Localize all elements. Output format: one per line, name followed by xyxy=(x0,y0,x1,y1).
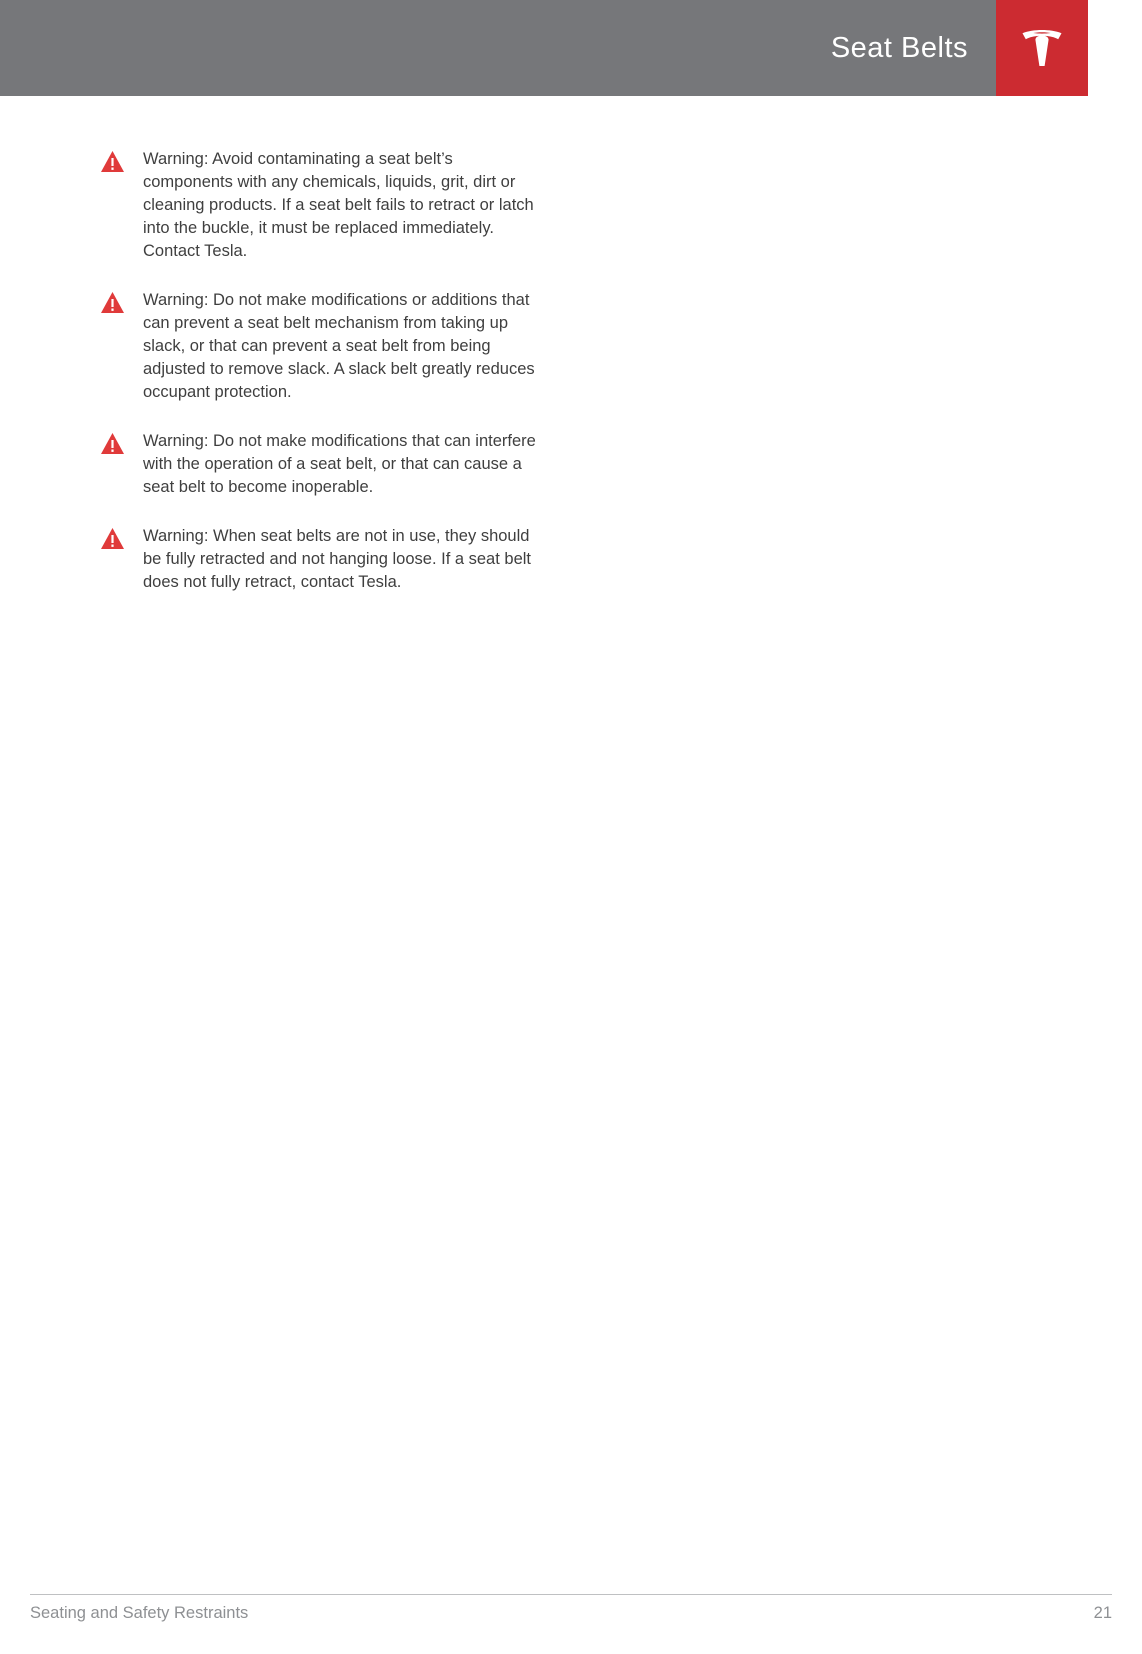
warning-text: Warning: Avoid contaminating a seat belt’s components with any chemicals, liquids, grit, dirt or cleaning products. If a seat belt fails to retract or latch into the buckle, it must be replaced immediately. Contact Tesla. xyxy=(143,150,534,260)
warning-text: Warning: When seat belts are not in use, they should be fully retracted and not hanging loose. If a seat belt does not fully retract, contact Tesla. xyxy=(143,527,532,591)
warning-triangle-icon xyxy=(100,527,126,550)
warning-text: Warning: Do not make modifications or additions that can prevent a seat belt mechanism from taking up slack, or that can prevent a seat belt from being adjusted to remove slack. A slack belt greatly reduces occupant protection. xyxy=(143,291,535,401)
warning-text: Warning: Do not make modifications that can interfere with the operation of a seat belt, or that can cause a seat belt to become inoperable. xyxy=(143,432,536,496)
header-bar xyxy=(0,0,996,96)
tesla-logo-block xyxy=(996,0,1088,96)
page-header xyxy=(0,0,1142,96)
header-spacer xyxy=(1088,0,1142,96)
warning-triangle-icon xyxy=(100,291,126,314)
warning-item xyxy=(100,525,570,594)
warning-item xyxy=(100,289,570,404)
warning-item xyxy=(100,430,570,499)
page-footer xyxy=(30,1594,1112,1623)
warning-item xyxy=(100,148,570,263)
warnings-section xyxy=(0,96,1142,594)
page-title: Seat Belts xyxy=(830,31,968,64)
warning-triangle-icon xyxy=(100,150,126,173)
tesla-logo-icon xyxy=(1018,24,1066,72)
footer-section-title: Seating and Safety Restraints xyxy=(30,1604,249,1622)
warning-triangle-icon xyxy=(100,432,126,455)
footer-page-number: 21 xyxy=(1093,1604,1112,1622)
